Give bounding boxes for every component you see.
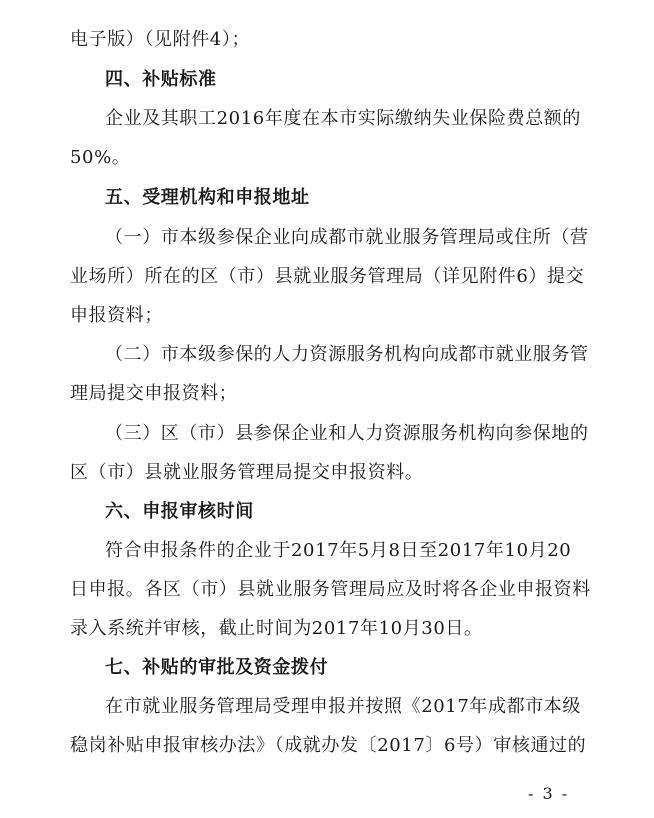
paragraph-line: 申报资料；: [70, 305, 163, 326]
page-number: - 3 -: [528, 784, 570, 803]
paragraph-line: 业场所）所在的区（市）县就业服务管理局（详见附件6）提交: [70, 266, 585, 287]
paragraph-line: 在市就业服务管理局受理申报并按照《2017年成都市本级: [105, 696, 582, 717]
continuation-line: 电子版）（见附件4）；: [70, 29, 251, 50]
paragraph-line: 录入系统并审核，截止时间为2017年10月30日。: [70, 618, 483, 639]
section-heading-review-time: 六、申报审核时间: [105, 501, 254, 522]
paragraph-line: 理局提交申报资料；: [70, 383, 238, 404]
section-heading-subsidy-standard: 四、补贴标准: [105, 69, 217, 90]
paragraph-line: （二）市本级参保的人力资源服务机构向成都市就业服务管: [105, 344, 589, 365]
paragraph-line: 区（市）县就业服务管理局提交申报资料。: [70, 462, 424, 483]
paragraph-line: 50%。: [70, 147, 131, 168]
paragraph-line: （三）区（市）县参保企业和人力资源服务机构向参保地的: [105, 423, 589, 444]
paragraph-line: 企业及其职工2016年度在本市实际缴纳失业保险费总额的: [105, 108, 582, 129]
paragraph-line: 日申报。各区（市）县就业服务管理局应及时将各企业申报资料: [70, 579, 591, 600]
section-heading-approval-funding: 七、补贴的审批及资金拨付: [105, 657, 329, 678]
paragraph-line: 稳岗补贴申报审核办法》（成就办发〔2017〕6号）审核通过的: [70, 735, 587, 756]
paragraph-line: （一）市本级参保企业向成都市就业服务管理局或住所（营: [105, 227, 589, 248]
paragraph-line: 符合申报条件的企业于2017年5月8日至2017年10月20: [105, 540, 572, 561]
section-heading-acceptance-agency: 五、受理机构和申报地址: [105, 187, 310, 208]
